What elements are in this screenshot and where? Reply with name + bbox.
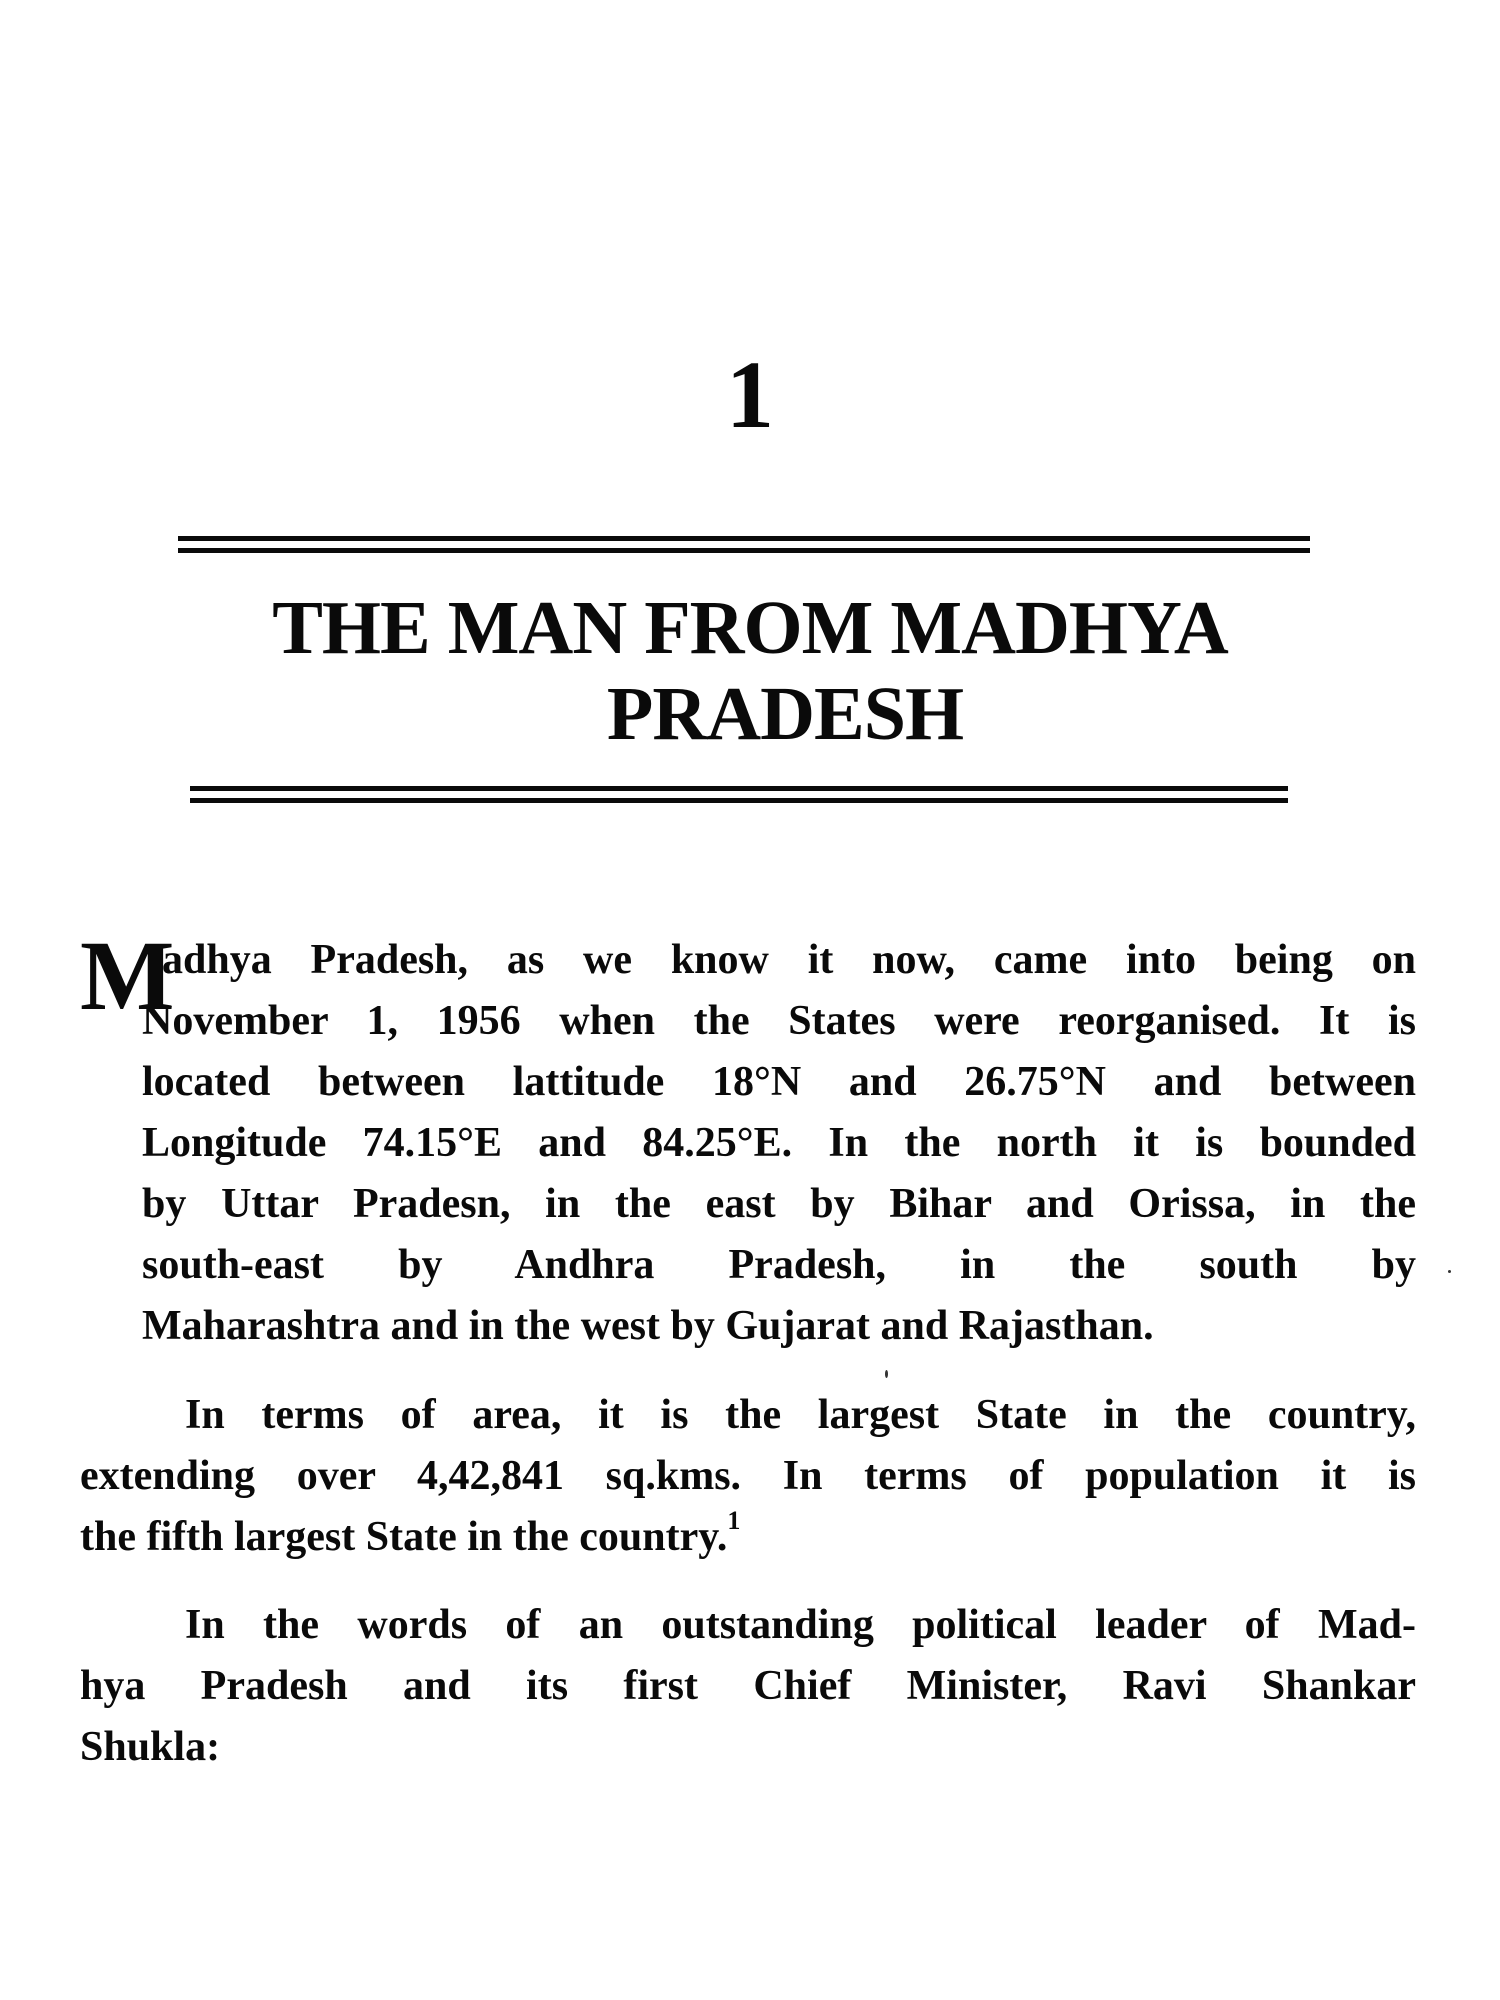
- text-line: In terms of area, it is the largest State in the country,: [185, 1392, 1416, 1438]
- text-line: adhya Pradesh, as we know it now, came into being on: [162, 937, 1416, 983]
- text-line: Shukla:: [80, 1724, 221, 1770]
- text-line-content: the fifth largest State in the country.: [80, 1514, 728, 1560]
- text-line: November 1, 1956 when the States were reorganised. It is: [142, 998, 1416, 1044]
- paragraph-2: [80, 1385, 1416, 1568]
- rule-line: [190, 798, 1288, 803]
- chapter-number: 1: [726, 341, 774, 448]
- text-line: hya Pradesh and its first Chief Minister, Ravi Shankar: [80, 1663, 1416, 1709]
- text-line: extending over 4,42,841 sq.kms. In terms of population it is: [80, 1453, 1416, 1499]
- footnote-marker: 1: [727, 1506, 741, 1535]
- text-line: south-east by Andhra Pradesh, in the south by: [142, 1242, 1416, 1288]
- chapter-title-line: PRADESH: [606, 672, 964, 756]
- text-line: Longitude 74.15°E and 84.25°E. In the north it is bounded: [142, 1120, 1416, 1166]
- rule-line: [178, 536, 1310, 541]
- chapter-title-line: THE MAN FROM MADHYA: [272, 586, 1228, 670]
- rule-line: [178, 548, 1310, 553]
- scan-speck: [1448, 1270, 1451, 1273]
- text-line: located between lattitude 18°N and 26.75°N and between: [142, 1059, 1416, 1105]
- chapter-title: [150, 585, 1350, 757]
- text-line: by Uttar Pradesn, in the east by Bihar and Orissa, in the: [142, 1181, 1416, 1227]
- text-line: [80, 1507, 1416, 1568]
- rule-line: [190, 786, 1288, 791]
- text-line: Maharashtra and in the west by Gujarat and Rajasthan.: [142, 1303, 1154, 1349]
- paragraph-3: [80, 1595, 1416, 1778]
- drop-cap: M: [80, 920, 175, 1031]
- scan-speck: [885, 1370, 888, 1378]
- paragraph-1: [80, 920, 1416, 1357]
- text-line: In the words of an outstanding political leader of Mad-: [185, 1602, 1416, 1648]
